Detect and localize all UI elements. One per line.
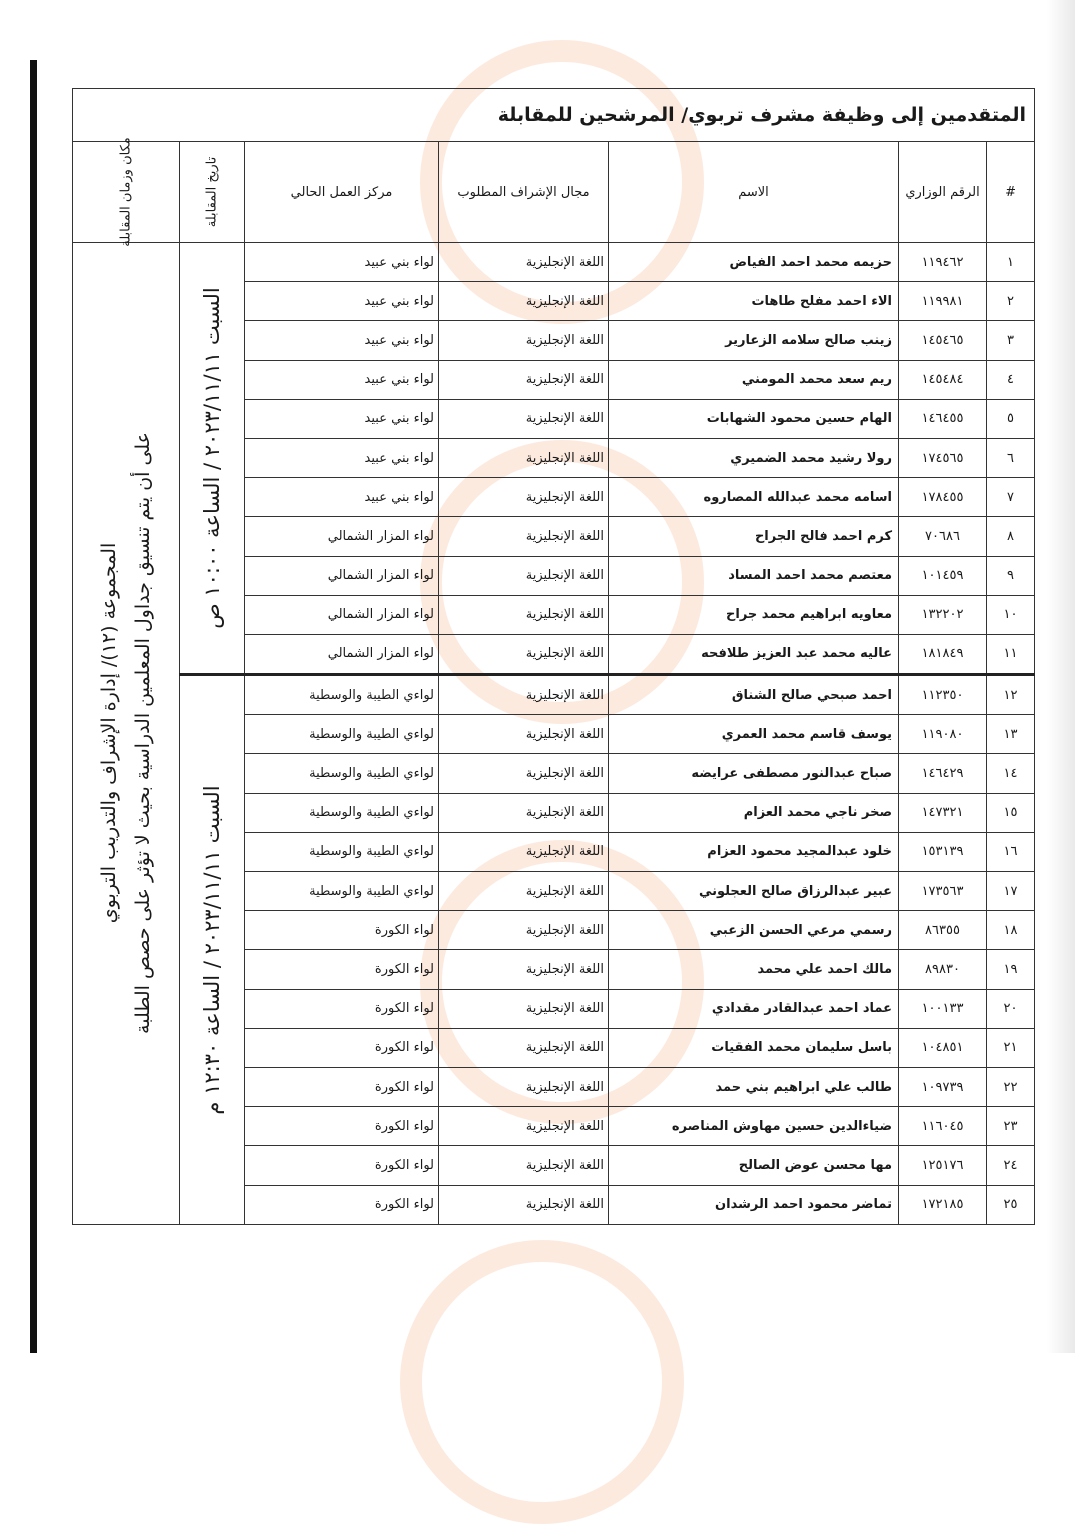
scan-shadow xyxy=(1047,0,1075,1353)
work-center: لواء الكورة xyxy=(245,911,439,950)
ministry-id: ١٢٥١٧٦ xyxy=(899,1146,987,1185)
interview-date-text: السبت ٢٠٢٣/١١/١١ / الساعة ١٢:٣٠ م xyxy=(200,785,225,1115)
ministry-id: ١٧٣٥٦٣ xyxy=(899,872,987,911)
row-number: ١٥ xyxy=(987,793,1035,832)
row-number: ٢٤ xyxy=(987,1146,1035,1185)
header-center: مركز العمل الحالي xyxy=(245,142,439,243)
candidate-name: الاء احمد مفلح طاهات xyxy=(609,282,899,321)
supervision-field: اللغة الإنجليزية xyxy=(439,438,609,477)
ministry-id: ١١٩٠٨٠ xyxy=(899,715,987,754)
candidate-name: طالب علي ابراهيم بني حمد xyxy=(609,1067,899,1106)
work-center: لواء الكورة xyxy=(245,950,439,989)
supervision-field: اللغة الإنجليزية xyxy=(439,360,609,399)
ministry-id: ١٠١٤٥٩ xyxy=(899,556,987,595)
candidate-name: مالك احمد علي محمد xyxy=(609,950,899,989)
ministry-id: ١٠٠١٣٣ xyxy=(899,989,987,1028)
work-center: لواء بني عبيد xyxy=(245,399,439,438)
work-center: لواء المزار الشمالي xyxy=(245,517,439,556)
interview-location-text xyxy=(92,432,160,1034)
row-number: ١٣ xyxy=(987,715,1035,754)
candidate-name: معتصم محمد احمد المساد xyxy=(609,556,899,595)
supervision-field: اللغة الإنجليزية xyxy=(439,1146,609,1185)
candidate-name: عبير عبدالرزاق صالح العجلوني xyxy=(609,872,899,911)
candidate-name: خلود عبدالمجيد محمود العزام xyxy=(609,832,899,871)
candidate-name: صباح عبدالنور مصطفى عرايضه xyxy=(609,754,899,793)
supervision-field: اللغة الإنجليزية xyxy=(439,989,609,1028)
work-center: لواءي الطيبة والوسطية xyxy=(245,872,439,911)
supervision-field: اللغة الإنجليزية xyxy=(439,517,609,556)
candidate-name: معاويه ابراهيم محمد جراح xyxy=(609,595,899,634)
ministry-id: ١٤٥٤٦٥ xyxy=(899,321,987,360)
candidate-name: رسمي مرعي الحسن الزعبي xyxy=(609,911,899,950)
interview-date-text: السبت ٢٠٢٣/١١/١١ / الساعة ١٠:٠٠ ص xyxy=(200,287,225,629)
row-number: ٢١ xyxy=(987,1028,1035,1067)
candidates-table xyxy=(72,88,1035,1225)
work-center: لواء بني عبيد xyxy=(245,438,439,477)
location-line1: المجموعة (١٢)/ إدارة الإشراف والتدريب التربوي xyxy=(98,543,120,924)
work-center: لواء المزار الشمالي xyxy=(245,595,439,634)
supervision-field: اللغة الإنجليزية xyxy=(439,478,609,517)
supervision-field: اللغة الإنجليزية xyxy=(439,1185,609,1224)
work-center: لواء الكورة xyxy=(245,1146,439,1185)
candidate-name: عاليه محمد عبد العزيز طلافحه xyxy=(609,634,899,674)
scan-edge-bar xyxy=(30,60,37,1353)
ministry-id: ١٤٦٤٥٥ xyxy=(899,399,987,438)
supervision-field: اللغة الإنجليزية xyxy=(439,1067,609,1106)
ministry-id: ١١٦٠٤٥ xyxy=(899,1107,987,1146)
work-center: لواءي الطيبة والوسطية xyxy=(245,793,439,832)
ministry-id: ١٨١٨٤٩ xyxy=(899,634,987,674)
ministry-id: ١٠٤٨٥١ xyxy=(899,1028,987,1067)
supervision-field: اللغة الإنجليزية xyxy=(439,950,609,989)
row-number: ٩ xyxy=(987,556,1035,595)
work-center: لواءي الطيبة والوسطية xyxy=(245,715,439,754)
work-center: لواء الكورة xyxy=(245,1067,439,1106)
row-number: ٥ xyxy=(987,399,1035,438)
header-num: # xyxy=(987,142,1035,243)
supervision-field: اللغة الإنجليزية xyxy=(439,595,609,634)
row-number: ٣ xyxy=(987,321,1035,360)
supervision-field: اللغة الإنجليزية xyxy=(439,675,609,715)
ministry-id: ١٤٦٤٢٩ xyxy=(899,754,987,793)
candidate-name: باسل سليمان محمد الفقيات xyxy=(609,1028,899,1067)
ministry-id: ١٥٣١٣٩ xyxy=(899,832,987,871)
supervision-field: اللغة الإنجليزية xyxy=(439,832,609,871)
candidate-name: حزيمه محمد احمد الفياض xyxy=(609,243,899,282)
ministry-id: ١٧٢١٨٥ xyxy=(899,1185,987,1224)
candidate-name: صخر ناجي محمد العزام xyxy=(609,793,899,832)
row-number: ١٢ xyxy=(987,675,1035,715)
row-number: ٨ xyxy=(987,517,1035,556)
work-center: لواءي الطيبة والوسطية xyxy=(245,675,439,715)
work-center: لواء المزار الشمالي xyxy=(245,634,439,674)
work-center: لواء بني عبيد xyxy=(245,478,439,517)
supervision-field: اللغة الإنجليزية xyxy=(439,1107,609,1146)
ministry-id: ٨٦٣٥٥ xyxy=(899,911,987,950)
supervision-field: اللغة الإنجليزية xyxy=(439,715,609,754)
header-location: مكان وزمان المقابلة xyxy=(73,142,180,243)
candidate-name: عماد احمد عبدالقادر مقدادي xyxy=(609,989,899,1028)
ministry-id: ١١٩٤٦٢ xyxy=(899,243,987,282)
interview-date xyxy=(180,243,245,675)
table-row xyxy=(73,675,1035,715)
ministry-id: ١٤٧٣٢١ xyxy=(899,793,987,832)
supervision-field: اللغة الإنجليزية xyxy=(439,321,609,360)
ministry-id: ١١٢٣٥٠ xyxy=(899,675,987,715)
row-number: ٢٥ xyxy=(987,1185,1035,1224)
ministry-id: ١٤٥٤٨٤ xyxy=(899,360,987,399)
row-number: ٢٠ xyxy=(987,989,1035,1028)
row-number: ٢٢ xyxy=(987,1067,1035,1106)
candidate-name: ريم سعد محمد المومني xyxy=(609,360,899,399)
candidate-name: ضياءالدين حسين مهاوش المناصره xyxy=(609,1107,899,1146)
supervision-field: اللغة الإنجليزية xyxy=(439,634,609,674)
ministry-id: ١٧٨٤٥٥ xyxy=(899,478,987,517)
candidate-name: زينب صالح سلامه الزعارير xyxy=(609,321,899,360)
candidate-name: يوسف قاسم محمد العمري xyxy=(609,715,899,754)
row-number: ١٨ xyxy=(987,911,1035,950)
candidate-name: كرم احمد فالح الجراح xyxy=(609,517,899,556)
row-number: ١٧ xyxy=(987,872,1035,911)
supervision-field: اللغة الإنجليزية xyxy=(439,556,609,595)
candidate-name: الهام حسين محمود الشهابات xyxy=(609,399,899,438)
supervision-field: اللغة الإنجليزية xyxy=(439,399,609,438)
row-number: ٤ xyxy=(987,360,1035,399)
supervision-field: اللغة الإنجليزية xyxy=(439,243,609,282)
row-number: ١٦ xyxy=(987,832,1035,871)
ministry-id: ١٧٤٥٦٥ xyxy=(899,438,987,477)
header-name: الاسم xyxy=(609,142,899,243)
row-number: ٢ xyxy=(987,282,1035,321)
location-line2: على أن يتم تنسيق جداول المعلمين الدراسية بحيث لا تؤثر على حصص الطلبة xyxy=(132,432,154,1035)
ministry-id: ١٣٢٢٠٢ xyxy=(899,595,987,634)
ministry-id: ١١٩٩٨١ xyxy=(899,282,987,321)
row-number: ١٠ xyxy=(987,595,1035,634)
row-number: ١٤ xyxy=(987,754,1035,793)
supervision-field: اللغة الإنجليزية xyxy=(439,754,609,793)
row-number: ١ xyxy=(987,243,1035,282)
page-title: المتقدمين إلى وظيفة مشرف تربوي/ المرشحين للمقابلة xyxy=(73,89,1035,142)
row-number: ٦ xyxy=(987,438,1035,477)
work-center: لواء بني عبيد xyxy=(245,282,439,321)
ministry-id: ٨٩٨٣٠ xyxy=(899,950,987,989)
table-row xyxy=(73,243,1035,282)
header-id: الرقم الوزاري xyxy=(899,142,987,243)
row-number: ٧ xyxy=(987,478,1035,517)
work-center: لواءي الطيبة والوسطية xyxy=(245,832,439,871)
ministry-id: ١٠٩٧٣٩ xyxy=(899,1067,987,1106)
row-number: ٢٣ xyxy=(987,1107,1035,1146)
candidate-name: احمد صبحي صالح الشناق xyxy=(609,675,899,715)
supervision-field: اللغة الإنجليزية xyxy=(439,1028,609,1067)
interview-location xyxy=(73,243,180,1225)
work-center: لواء الكورة xyxy=(245,1185,439,1224)
interview-date xyxy=(180,675,245,1225)
work-center: لواء المزار الشمالي xyxy=(245,556,439,595)
candidate-name: تماضر محمود احمد الرشدان xyxy=(609,1185,899,1224)
ministry-id: ٧٠٦٨٦ xyxy=(899,517,987,556)
candidate-name: رولا رشيد محمد الضميري xyxy=(609,438,899,477)
candidate-name: اسامه محمد عبدالله المصاروه xyxy=(609,478,899,517)
candidate-name: مها محسن عوض الصالح xyxy=(609,1146,899,1185)
supervision-field: اللغة الإنجليزية xyxy=(439,793,609,832)
work-center: لواء الكورة xyxy=(245,1028,439,1067)
work-center: لواء بني عبيد xyxy=(245,360,439,399)
work-center: لواء الكورة xyxy=(245,1107,439,1146)
work-center: لواءي الطيبة والوسطية xyxy=(245,754,439,793)
row-number: ١٩ xyxy=(987,950,1035,989)
work-center: لواء الكورة xyxy=(245,989,439,1028)
header-date: تاريخ المقابلة xyxy=(180,142,245,243)
row-number: ١١ xyxy=(987,634,1035,674)
header-field: مجال الإشراف المطلوب xyxy=(439,142,609,243)
watermark-clock xyxy=(400,1240,684,1524)
supervision-field: اللغة الإنجليزية xyxy=(439,911,609,950)
supervision-field: اللغة الإنجليزية xyxy=(439,282,609,321)
supervision-field: اللغة الإنجليزية xyxy=(439,872,609,911)
work-center: لواء بني عبيد xyxy=(245,243,439,282)
work-center: لواء بني عبيد xyxy=(245,321,439,360)
